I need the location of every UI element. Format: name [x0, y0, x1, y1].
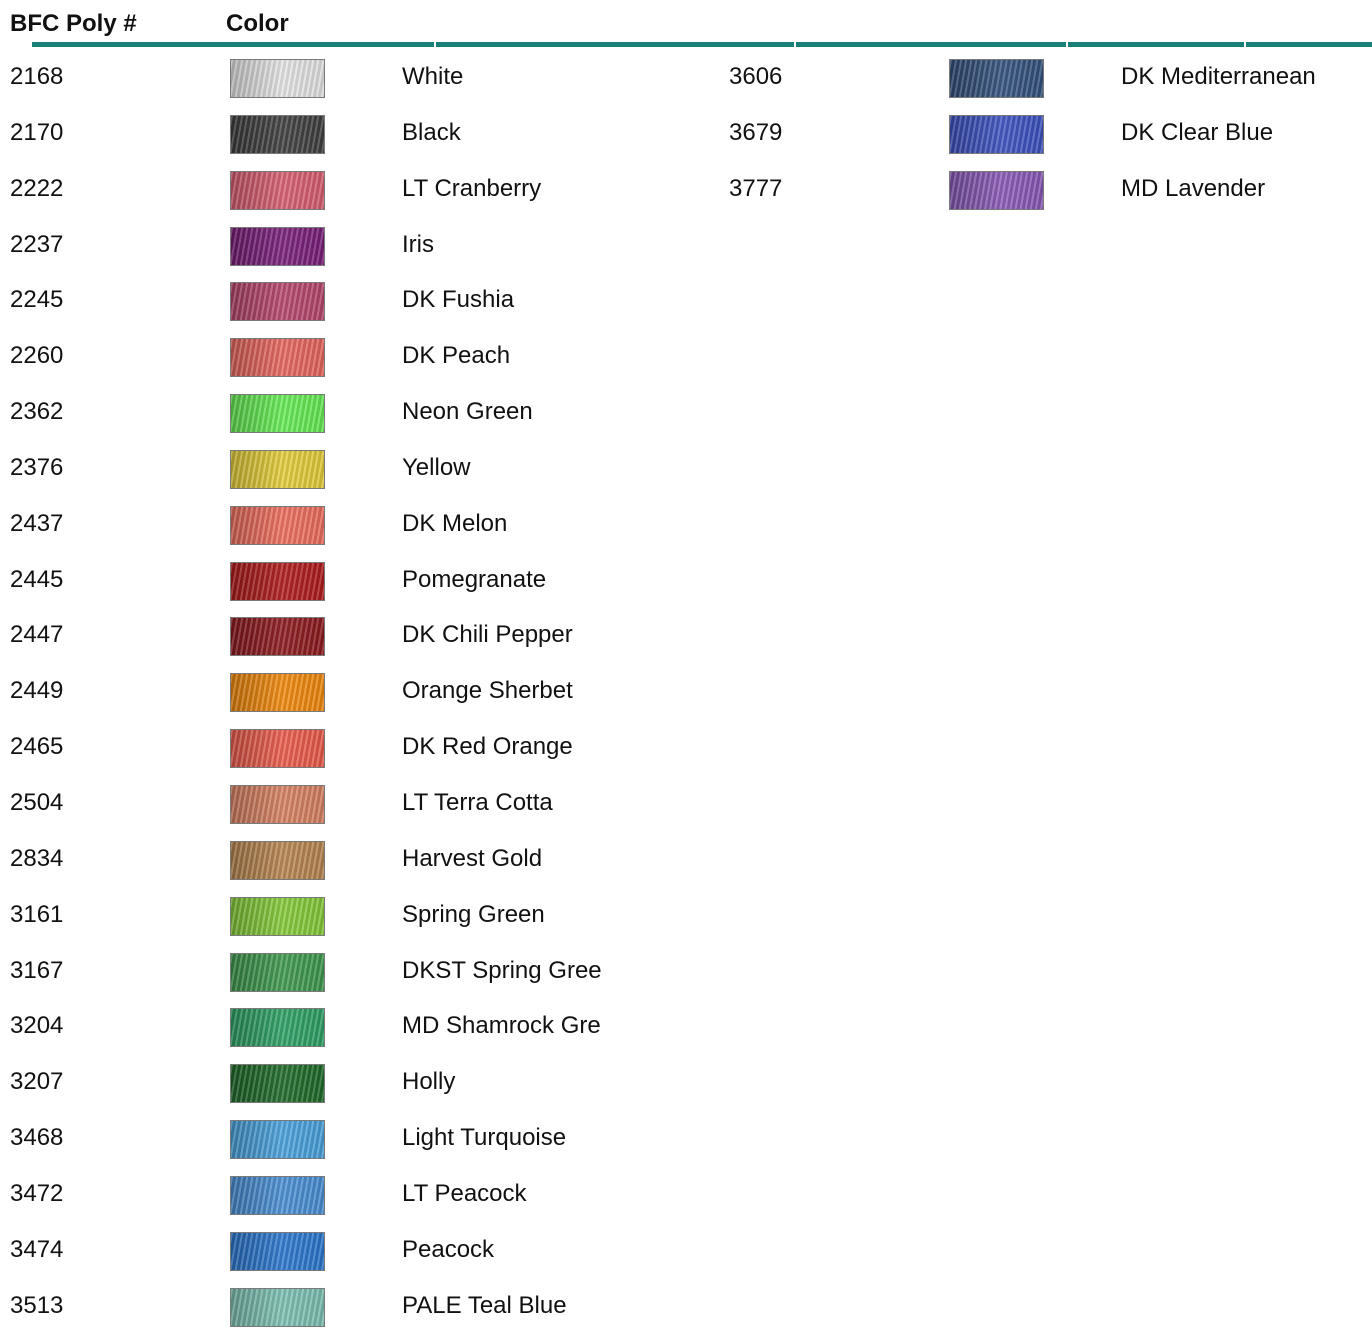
- color-name: MD Shamrock Gre: [402, 1012, 601, 1040]
- color-swatch: [230, 953, 325, 992]
- color-name: Peacock: [402, 1235, 495, 1263]
- header-rule-gap: [434, 42, 436, 47]
- color-swatch: [230, 673, 325, 712]
- color-name: Spring Green: [402, 900, 545, 928]
- poly-number: 3207: [10, 1068, 64, 1096]
- color-name: Light Turquoise: [402, 1124, 567, 1152]
- color-name: DK Red Orange: [402, 733, 573, 761]
- poly-number: 2834: [10, 844, 64, 872]
- header-rule-gap: [794, 42, 796, 47]
- poly-number: 3474: [10, 1235, 64, 1263]
- color-swatch: [230, 1064, 325, 1103]
- poly-number: 3679: [729, 118, 783, 146]
- poly-number: 2447: [10, 621, 64, 649]
- poly-number: 2449: [10, 677, 64, 705]
- color-swatch: [230, 506, 325, 545]
- color-name: Yellow: [402, 453, 471, 481]
- color-name: Orange Sherbet: [402, 677, 573, 705]
- color-swatch: [230, 1232, 325, 1271]
- color-swatch: [230, 1008, 325, 1047]
- poly-number: 2445: [10, 565, 64, 593]
- color-swatch: [230, 1288, 325, 1327]
- color-name: Pomegranate: [402, 565, 547, 593]
- color-name: DK Fushia: [402, 286, 515, 314]
- color-swatch: [230, 562, 325, 601]
- poly-number: 2362: [10, 398, 64, 426]
- color-swatch: [230, 450, 325, 489]
- poly-number: 2465: [10, 733, 64, 761]
- color-name: DK Clear Blue: [1121, 118, 1274, 146]
- poly-number: 2168: [10, 63, 64, 90]
- poly-number: 2237: [10, 230, 64, 258]
- color-name: DK Chili Pepper: [402, 621, 573, 649]
- color-swatch: [949, 59, 1044, 98]
- color-swatch: [230, 785, 325, 824]
- poly-number: 3777: [729, 174, 783, 202]
- poly-number-header: BFC Poly #: [10, 10, 137, 37]
- poly-number: 3167: [10, 956, 64, 984]
- color-swatch: [230, 394, 325, 433]
- poly-number: 2245: [10, 286, 64, 314]
- color-name: DK Peach: [402, 342, 511, 370]
- color-name: MD Lavender: [1121, 174, 1266, 202]
- color-name: Black: [402, 118, 461, 146]
- color-name: DK Mediterranean: [1121, 63, 1316, 90]
- poly-number: 2437: [10, 509, 64, 537]
- color-swatch: [230, 115, 325, 154]
- color-name: DKST Spring Gree: [402, 956, 602, 984]
- color-name: Iris: [402, 230, 434, 258]
- poly-number: 3606: [729, 63, 783, 90]
- color-swatch: [230, 59, 325, 98]
- poly-number: 2504: [10, 788, 64, 816]
- poly-number: 3472: [10, 1179, 64, 1207]
- color-header: Color: [226, 10, 289, 37]
- poly-number: 2222: [10, 174, 64, 202]
- color-swatch: [230, 171, 325, 210]
- header-rule: [32, 42, 1372, 47]
- color-name: LT Terra Cotta: [402, 788, 553, 816]
- color-name: Neon Green: [402, 398, 533, 426]
- color-name: DK Melon: [402, 509, 508, 537]
- poly-number: 2170: [10, 118, 64, 146]
- poly-number: 3161: [10, 900, 64, 928]
- color-swatch: [230, 897, 325, 936]
- header-rule-gap: [1244, 42, 1246, 47]
- color-swatch: [949, 115, 1044, 154]
- color-name: White: [402, 63, 464, 90]
- color-name: LT Peacock: [402, 1179, 527, 1207]
- color-swatch: [230, 729, 325, 768]
- color-swatch: [230, 1120, 325, 1159]
- poly-number: 3204: [10, 1012, 64, 1040]
- poly-number: 3513: [10, 1291, 64, 1319]
- header-rule-gap: [1066, 42, 1068, 47]
- color-name: Holly: [402, 1068, 456, 1096]
- poly-number: 2376: [10, 453, 64, 481]
- color-swatch: [230, 1176, 325, 1215]
- color-name: Harvest Gold: [402, 844, 543, 872]
- color-swatch: [230, 617, 325, 656]
- poly-number: 3468: [10, 1124, 64, 1152]
- color-name: PALE Teal Blue: [402, 1291, 567, 1319]
- poly-number: 2260: [10, 342, 64, 370]
- color-swatch: [230, 338, 325, 377]
- color-swatch: [230, 282, 325, 321]
- color-swatch: [230, 227, 325, 266]
- color-swatch: [230, 841, 325, 880]
- color-swatch: [949, 171, 1044, 210]
- color-name: LT Cranberry: [402, 174, 542, 202]
